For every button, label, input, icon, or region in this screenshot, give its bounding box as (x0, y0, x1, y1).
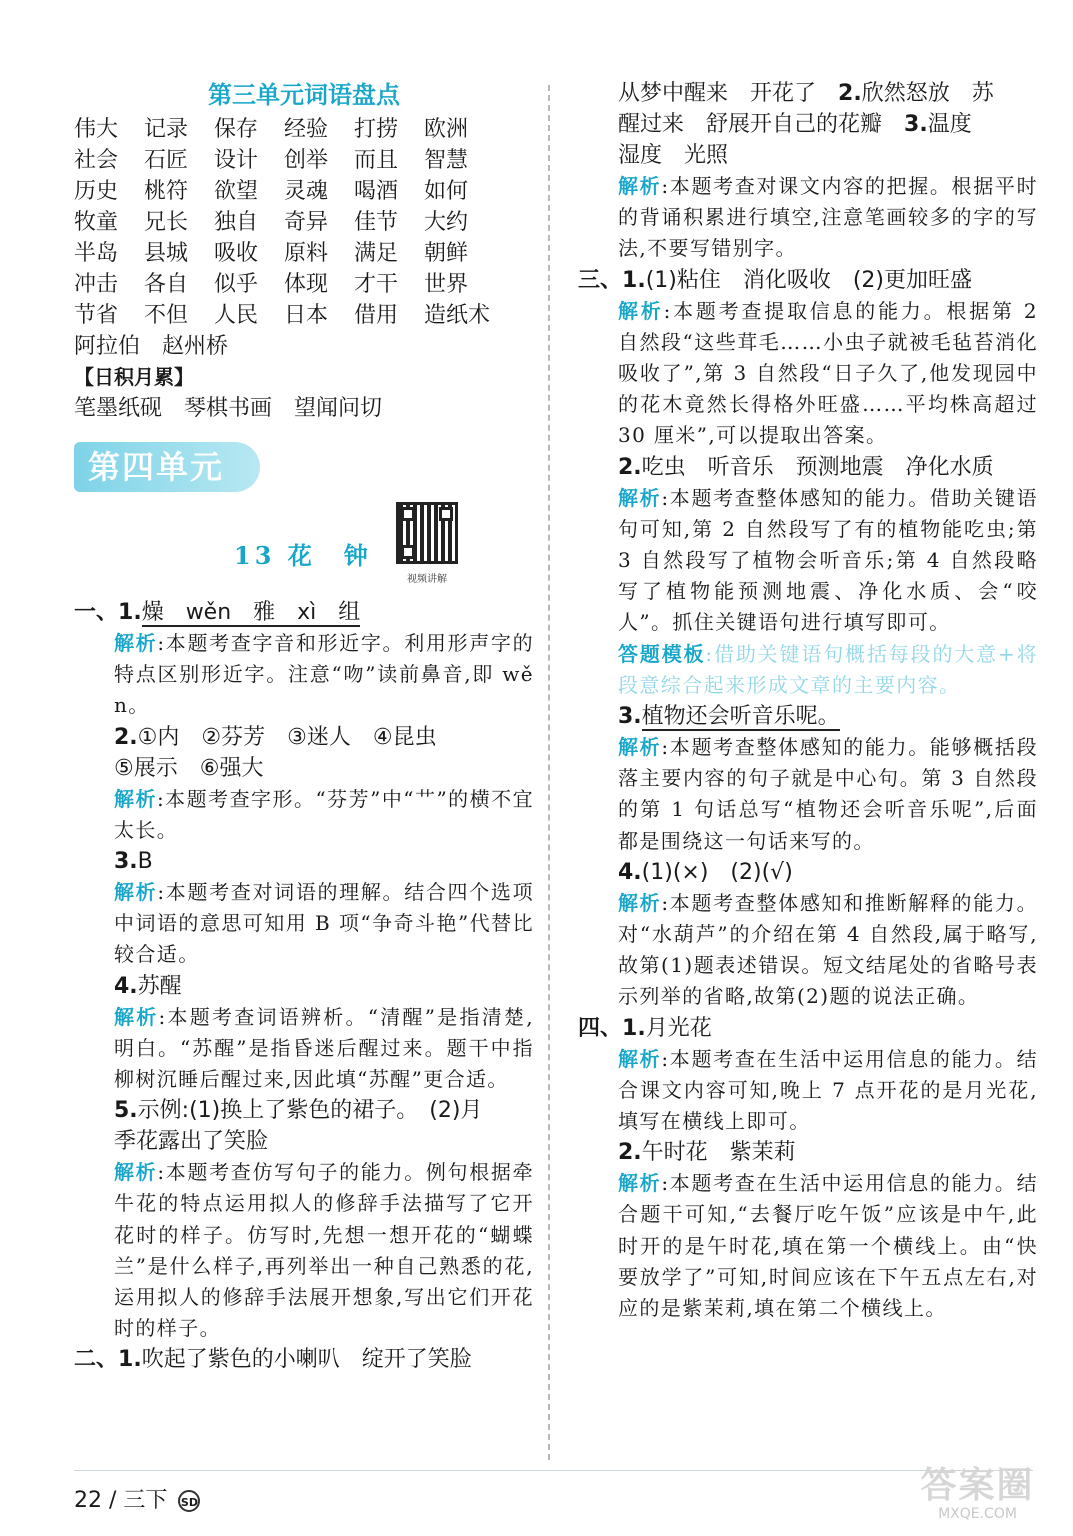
vocab-word: 各自 (144, 272, 189, 297)
analysis-tag: 解析 (618, 1046, 662, 1071)
answer-text: 温度 (927, 112, 972, 137)
analysis (578, 888, 1038, 1013)
rijiyuelei-text: 笔墨纸砚 琴棋书画 望闻问切 (74, 396, 383, 421)
vocab-grid (74, 114, 534, 331)
vocab-word: 满足 (354, 241, 399, 266)
answer-text: 季花露出了笑脸 (114, 1129, 269, 1155)
vocab-word: 欧洲 (424, 117, 469, 142)
right-answers (578, 78, 1038, 1324)
vocab-word: 日本 (284, 303, 329, 328)
vocab-word: 牧童 (74, 210, 119, 235)
analysis-text: :本题考查在生活中运用信息的能力。结合课文内容可知,晚上 7 点开花的是月光花,填写在横线上即可。 (618, 1046, 1038, 1134)
answer-text: ⑤展示 ⑥强大 (114, 755, 264, 781)
analysis-tag: 解析 (114, 631, 158, 655)
left-answers (74, 597, 534, 1375)
analysis-text: :本题考查词语辨析。“清醒”是指清楚,明白。“苏醒”是指昏迷后醒过来。题干中指柳树沉睡后醒过来,因此填“苏醒”更合适。 (114, 1004, 534, 1092)
analysis-text: :本题考查字音和形近字。利用形声字的特点区别形近字。注意“吻”读前鼻音,即 wěn。 (114, 631, 534, 718)
vocab-word: 才干 (354, 272, 399, 297)
page-number: 22 (74, 1488, 102, 1513)
answer-line (74, 1344, 534, 1375)
answer-line (578, 1137, 1038, 1168)
vocab-word: 人民 (214, 303, 259, 328)
lesson-title: 13 花 钟 (234, 541, 372, 570)
vocab-word: 节省 (74, 303, 119, 328)
watermark-text: 答案圈 (920, 1465, 1035, 1506)
question-number: 4. (618, 859, 642, 885)
vocab-word: 不但 (144, 303, 189, 328)
vocab-word: 社会 (74, 148, 119, 173)
analysis-tag: 答题模板 (618, 641, 706, 666)
lesson-header (74, 492, 534, 597)
analysis (578, 1168, 1038, 1324)
answer-template (578, 639, 1038, 701)
watermark-url: MXQE.COM (938, 1506, 1017, 1522)
vocab-word: 借用 (354, 303, 399, 328)
question-number: 3. (114, 849, 138, 875)
vocab-title: 第三单元词语盘点 (208, 81, 400, 109)
vocab-word: 而且 (354, 148, 399, 173)
right-column (578, 78, 1038, 1324)
vocab-word: 造纸术 (424, 303, 491, 328)
vocab-word: 大约 (424, 210, 469, 235)
rijiyuelei-label: 【日积月累】 (74, 365, 194, 389)
analysis-text: :本题考查对课文内容的把握。根据平时的背诵积累进行填空,注意笔画较多的字的写法,不要写错别字。 (618, 174, 1038, 261)
vocab-word: 县城 (144, 241, 189, 266)
vocab-word: 灵魂 (284, 179, 329, 204)
qr-label: 视频讲解 (407, 574, 447, 585)
analysis-text: :本题考查整体感知的能力。能够概括段落主要内容的句子就是中心句。第 3 自然段的第 1 句话总写“植物还会听音乐呢”,后面都是围绕这一句话来写的。 (618, 735, 1038, 853)
vocab-word: 奇异 (284, 210, 329, 235)
answer-line (578, 140, 1038, 171)
answer-line (74, 1126, 534, 1157)
vocab-word: 伟大 (74, 117, 119, 142)
vocab-word: 石匠 (144, 148, 189, 173)
question-number: 1. (622, 267, 646, 293)
analysis-text: :本题考查在生活中运用信息的能力。结合题干可知,“去餐厅吃午饭”应该是中午,此时开的是午时花,填在第一个横线上。由“快要放学了”可知,时间应该在下午五点左右,对应的是紫茉莉,填在第二个横线上。 (618, 1171, 1038, 1321)
analysis-text: :本题考查字形。“芬芳”中“艹”的横不宜太长。 (114, 786, 534, 842)
answer-line (578, 701, 1038, 732)
answer-line (74, 722, 534, 753)
analysis (74, 1157, 534, 1344)
analysis (74, 784, 534, 846)
question-number: 1. (118, 1347, 142, 1373)
analysis-tag: 解析 (114, 1160, 158, 1185)
section-number: 四、 (578, 1015, 623, 1041)
vocab-word: 佳节 (354, 210, 399, 235)
vocab-word: 历史 (74, 179, 119, 204)
question-number: 1. (622, 1015, 646, 1041)
vocab-word: 打捞 (354, 117, 399, 142)
unit-banner: 第四单元 (74, 442, 260, 492)
analysis-tag: 解析 (114, 786, 157, 811)
sd-badge-icon: SD (178, 1490, 200, 1512)
analysis-tag: 解析 (618, 890, 662, 915)
vocab-word: 世界 (424, 272, 469, 297)
answer-line (74, 846, 534, 877)
analysis-text: :本题考查对词语的理解。结合四个选项中词语的意思可知用 B 项“争奇斗艳”代替比较合适。 (114, 880, 534, 967)
qr-code-icon[interactable] (396, 502, 458, 564)
analysis (578, 296, 1038, 452)
analysis (578, 171, 1038, 265)
vocab-word: 设计 (214, 148, 259, 173)
section-number: 三、 (578, 267, 623, 293)
answer-text: (1)粘住 消化吸收 (2)更加旺盛 (645, 267, 973, 293)
analysis-text: :本题考查整体感知的能力。借助关键语句可知,第 2 自然段写了有的植物能吃虫;第 3 自然段写了植物会听音乐;第 4 自然段略写了植物能预测地震、净化水质、会“咬人”。抓住关键语句进行填写即可。 (618, 485, 1038, 635)
vocab-word: 朝鲜 (424, 241, 469, 266)
answer-text: ①内 ②芬芳 ③迷人 ④昆虫 (137, 724, 437, 750)
vocab-word: 冲击 (74, 272, 119, 297)
answer-line (74, 597, 534, 628)
answer-line (578, 109, 1038, 140)
answer-line (578, 452, 1038, 483)
vocab-word: 记录 (144, 117, 189, 142)
answer-text: (1)(×) (2)(√) (641, 859, 793, 885)
analysis (578, 483, 1038, 639)
column-divider (548, 85, 550, 1460)
answer-text: 月光花 (645, 1015, 712, 1041)
analysis-text: :本题考查提取信息的能力。根据第 2 自然段“这些茸毛……小虫子就被毛毡苔消化吸收了”,第 3 自然段“日子久了,他发现园中的花木竟然长得格外旺盛……平均株高超过 30 厘米”,可以提取出答案。 (618, 298, 1038, 448)
question-number: 5. (114, 1098, 138, 1124)
analysis-text: :本题考查仿写句子的能力。例句根据牵牛花的特点运用拟人的修辞手法描写了它开花时的样子。仿写时,先想一想开花的“蝴蝶兰”是什么样子,再列举出一种自己熟悉的花,运用拟人的修辞手法展开想象,写出它们开花时的样子。 (114, 1160, 534, 1341)
vocab-word: 喝酒 (354, 179, 399, 204)
vocab-word: 保存 (214, 117, 259, 142)
analysis (74, 877, 534, 971)
section-number: 二、 (74, 1347, 119, 1373)
vocab-word: 似乎 (214, 272, 259, 297)
analysis-tag: 解析 (114, 880, 158, 905)
answer-text: 欣然怒放 苏 (861, 81, 994, 106)
answer-text: 植物还会听音乐呢。 (641, 704, 840, 730)
answer-text: 吃虫 听音乐 预测地震 净化水质 (641, 454, 994, 480)
question-number: 2. (114, 724, 138, 750)
answer-text: 吹起了紫色的小喇叭 绽开了笑脸 (141, 1347, 472, 1373)
grade-label: 三下 (123, 1488, 168, 1513)
question-number: 4. (114, 973, 138, 999)
analysis-tag: 解析 (618, 174, 662, 198)
question-number: 2. (838, 81, 862, 106)
analysis-tag: 解析 (114, 1004, 159, 1029)
vocab-word: 桃符 (144, 179, 189, 204)
watermark (890, 1466, 1065, 1530)
analysis (578, 732, 1038, 857)
vocab-word: 如何 (424, 179, 469, 204)
analysis (74, 1002, 534, 1096)
analysis-tag: 解析 (618, 735, 662, 760)
analysis-tag: 解析 (618, 485, 662, 510)
section-number: 一、 (74, 600, 119, 625)
vocab-word: 欲望 (214, 179, 259, 204)
vocab-word: 半岛 (74, 241, 119, 266)
answer-line (74, 753, 534, 784)
question-number: 3. (618, 704, 642, 730)
answer-line (74, 971, 534, 1002)
vocab-word: 创举 (284, 148, 329, 173)
left-column (74, 78, 534, 1375)
answer-text: 示例:(1)换上了紫色的裙子。 (2)月 (137, 1098, 483, 1124)
answer-line (578, 1013, 1038, 1044)
question-number: 2. (618, 1140, 642, 1166)
answer-line (578, 857, 1038, 888)
vocab-last-line: 阿拉伯 赵州桥 (74, 334, 229, 359)
analysis-text: :本题考查整体感知和推断解释的能力。对“水葫芦”的介绍在第 4 自然段,属于略写,故第(1)题表述错误。短文结尾处的省略号表示列举的省略,故第(2)题的说法正确。 (618, 890, 1038, 1009)
vocab-word: 吸收 (214, 241, 259, 266)
answer-text: 苏醒 (137, 973, 182, 999)
answer-text: 从梦中醒来 开花了 (618, 81, 839, 106)
page-footer: 22 / 三下 SD (74, 1486, 200, 1516)
vocab-word: 体现 (284, 272, 329, 297)
vocab-word: 原料 (284, 241, 329, 266)
analysis (578, 1044, 1038, 1138)
analysis-tag: 解析 (618, 1171, 662, 1196)
analysis-text: :借助关键语句概括每段的大意+将段意综合起来形成文章的主要内容。 (618, 641, 1038, 697)
vocab-word: 独自 (214, 210, 259, 235)
answer-text: 燥 wěn 雅 xì 组 (141, 600, 361, 625)
vocab-word: 兄长 (144, 210, 189, 235)
answer-text: B (137, 849, 153, 875)
answer-line (578, 265, 1038, 296)
vocab-word: 智慧 (424, 148, 469, 173)
answer-text: 湿度 光照 (618, 143, 729, 168)
question-number: 2. (618, 454, 642, 480)
question-number: 1. (118, 600, 142, 625)
analysis (74, 628, 534, 722)
vocab-word: 经验 (284, 117, 329, 142)
answer-text: 午时花 紫茉莉 (641, 1140, 796, 1166)
answer-line (74, 1095, 534, 1126)
question-number: 3. (904, 112, 928, 137)
answer-text: 醒过来 舒展开自己的花瓣 (618, 112, 905, 137)
answer-line (578, 78, 1038, 109)
analysis-tag: 解析 (618, 298, 664, 323)
